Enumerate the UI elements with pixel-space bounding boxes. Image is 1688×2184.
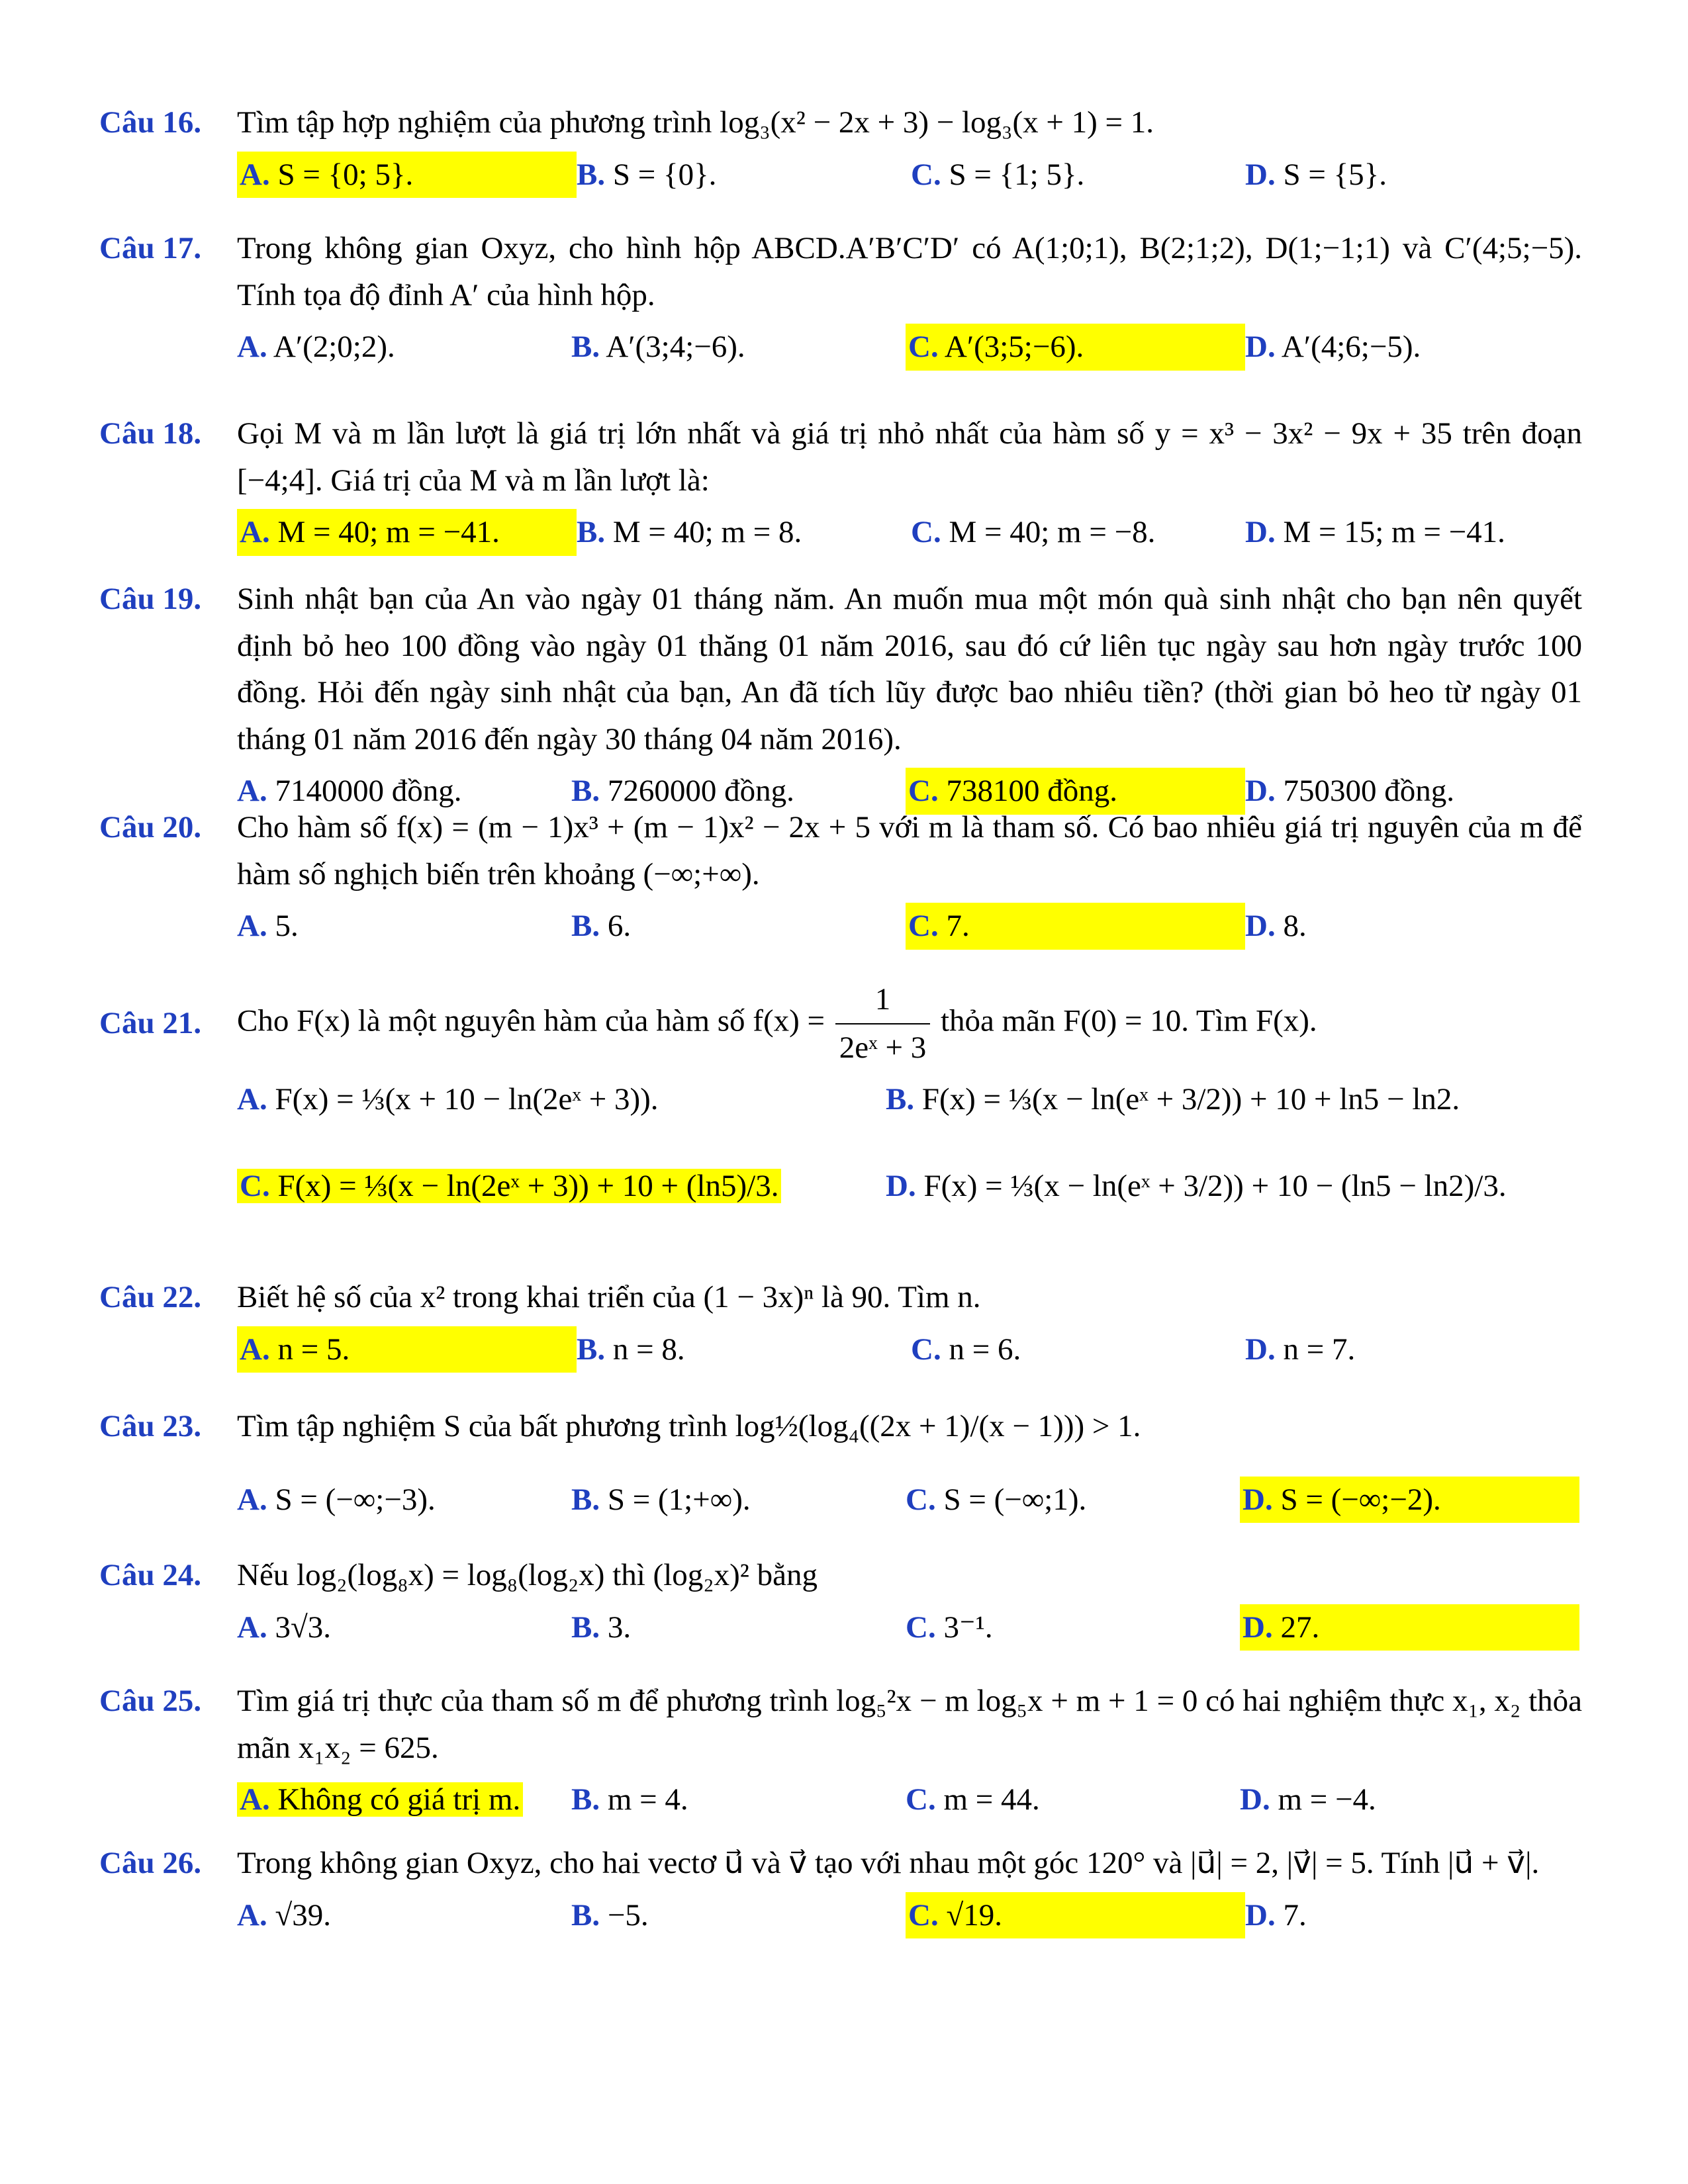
option-letter: D. xyxy=(1243,1482,1273,1517)
option-text: M = 40; m = −8. xyxy=(949,515,1156,549)
question-17 xyxy=(99,225,1582,371)
option-letter: A. xyxy=(240,1332,270,1367)
option-letter: A. xyxy=(237,330,267,364)
question-18 xyxy=(99,410,1582,556)
option-d[interactable] xyxy=(1240,1776,1574,1823)
question-16 xyxy=(99,99,1582,198)
option-letter: A. xyxy=(240,515,270,549)
option-letter: D. xyxy=(1245,1332,1276,1367)
option-a[interactable] xyxy=(237,324,571,371)
option-letter: B. xyxy=(571,909,600,943)
answer-options xyxy=(237,152,1582,199)
option-d[interactable] xyxy=(1245,903,1579,950)
option-d[interactable] xyxy=(1245,324,1579,371)
option-letter: C. xyxy=(908,909,939,943)
option-letter: B. xyxy=(571,1782,600,1817)
option-d[interactable] xyxy=(1245,1892,1579,1939)
question-text: Tìm giá trị thực của tham số m để phương trình log₅²x − m log₅x + m + 1 = 0 có hai nghiệm thực x₁, x₂ thỏa mãn x₁x₂ = 625. xyxy=(237,1684,1582,1765)
option-a[interactable] xyxy=(237,1477,571,1524)
option-text: S = (−∞;1). xyxy=(943,1482,1087,1517)
option-text: F(x) = ⅓(x − ln(eˣ + 3/2)) + 10 + ln5 − ln2. xyxy=(921,1082,1460,1116)
question-text: Cho hàm số f(x) = (m − 1)x³ + (m − 1)x² − 2x + 5 với m là tham số. Có bao nhiêu giá trị nguyên của m để hàm số nghịch biến trên khoảng (−∞;+∞). xyxy=(237,810,1582,891)
question-text: Tìm tập nghiệm S của bất phương trình log½(log₄((2x + 1)/(x − 1))) > 1. xyxy=(237,1409,1141,1443)
question-text: Trong không gian Oxyz, cho hình hộp ABCD.A′B′C′D′ có A(1;0;1), B(2;1;2), D(1;−1;1) và C′(4;5;−5). Tính tọa độ đỉnh A′ của hình hộp. xyxy=(237,231,1582,312)
option-b[interactable] xyxy=(577,1326,911,1373)
question-text: Biết hệ số của x² trong khai triển của (1 − 3x)ⁿ là 90. Tìm n. xyxy=(237,1280,981,1314)
option-letter: C. xyxy=(908,330,939,364)
option-b[interactable] xyxy=(571,903,906,950)
question-label: Câu 26. xyxy=(99,1846,202,1880)
option-text: 6. xyxy=(607,909,632,943)
option-c[interactable] xyxy=(906,1604,1240,1651)
question-text: Trong không gian Oxyz, cho hai vectơ u⃗ và v⃗ tạo với nhau một góc 120° và |u⃗| = 2, |v⃗| = 5. Tính |u⃗ + v⃗|. xyxy=(237,1846,1540,1880)
option-letter: D. xyxy=(1243,1610,1273,1645)
option-text: 7. xyxy=(1283,1897,1307,1933)
option-b[interactable] xyxy=(571,1604,906,1651)
question-label: Câu 16. xyxy=(99,105,202,140)
answer-options xyxy=(237,1326,1582,1373)
option-text: A′(3;4;−6). xyxy=(606,330,745,364)
option-text: M = 40; m = −41. xyxy=(277,515,500,549)
option-a[interactable] xyxy=(237,1604,571,1651)
option-letter: B. xyxy=(577,515,606,549)
answer-options xyxy=(237,1776,1582,1823)
answer-options xyxy=(237,1892,1582,1939)
option-text: 3⁻¹. xyxy=(943,1610,993,1645)
option-text: A′(2;0;2). xyxy=(273,330,395,364)
option-text: 750300 đồng. xyxy=(1283,774,1454,808)
option-a[interactable] xyxy=(237,1076,886,1123)
option-letter: C. xyxy=(908,1897,939,1933)
question-text-tail: thỏa mãn F(0) = 10. Tìm F(x). xyxy=(940,1003,1317,1038)
option-c[interactable] xyxy=(911,152,1245,199)
option-letter: A. xyxy=(237,1610,267,1645)
question-text: Nếu log₂(log₈x) = log₈(log₂x) thì (log₂x)² bằng xyxy=(237,1558,818,1592)
option-text: m = 4. xyxy=(607,1782,688,1817)
option-b[interactable] xyxy=(571,1776,906,1823)
option-b[interactable] xyxy=(886,1076,1534,1123)
option-text: 3. xyxy=(607,1610,632,1645)
option-text: S = {0}. xyxy=(612,157,717,192)
question-text: Tìm tập hợp nghiệm của phương trình log₃(x² − 2x + 3) − log₃(x + 1) = 1. xyxy=(237,105,1154,140)
option-letter: D. xyxy=(1245,330,1276,364)
question-19 xyxy=(99,576,1582,815)
option-a[interactable] xyxy=(237,903,571,950)
option-letter: B. xyxy=(577,1332,606,1367)
option-letter: D. xyxy=(886,1168,916,1203)
option-a[interactable] xyxy=(237,152,577,199)
option-text: A′(4;6;−5). xyxy=(1281,330,1421,364)
option-text: m = −4. xyxy=(1278,1782,1376,1817)
option-a[interactable] xyxy=(237,1326,577,1373)
option-text: 8. xyxy=(1283,909,1307,943)
question-25 xyxy=(99,1678,1582,1823)
option-a[interactable] xyxy=(237,509,577,556)
option-a[interactable] xyxy=(237,1776,571,1823)
option-text: Không có giá trị m. xyxy=(277,1782,521,1817)
option-text: F(x) = ⅓(x − ln(2eˣ + 3)) + 10 + (ln5)/3. xyxy=(277,1168,779,1203)
option-d[interactable] xyxy=(886,1163,1534,1210)
option-letter: A. xyxy=(237,1482,267,1517)
question-label: Câu 20. xyxy=(99,810,202,844)
option-text: m = 44. xyxy=(943,1782,1040,1817)
fraction-denominator: 2eˣ + 3 xyxy=(839,1030,927,1065)
option-b[interactable] xyxy=(571,324,906,371)
option-letter: A. xyxy=(240,157,270,192)
option-letter: D. xyxy=(1245,774,1276,808)
option-letter: D. xyxy=(1245,157,1276,192)
question-21 xyxy=(99,976,1582,1209)
question-24 xyxy=(99,1552,1582,1651)
question-label: Câu 24. xyxy=(99,1558,202,1592)
question-text: Cho F(x) là một nguyên hàm của hàm số f(x) = xyxy=(237,1003,825,1038)
option-b[interactable] xyxy=(571,1892,906,1939)
option-letter: C. xyxy=(906,1610,936,1645)
option-text: √39. xyxy=(275,1897,331,1933)
option-letter: C. xyxy=(906,1482,936,1517)
option-c[interactable] xyxy=(237,1163,886,1210)
option-text: n = 8. xyxy=(612,1332,685,1367)
question-label: Câu 23. xyxy=(99,1409,202,1443)
option-c[interactable] xyxy=(906,1477,1240,1524)
question-20 xyxy=(99,804,1582,950)
option-d[interactable] xyxy=(1240,1477,1579,1524)
option-letter: B. xyxy=(571,1482,600,1517)
option-letter: C. xyxy=(906,1782,936,1817)
option-letter: A. xyxy=(240,1782,270,1817)
option-c[interactable] xyxy=(911,509,1245,556)
answer-options xyxy=(237,324,1582,371)
option-d[interactable] xyxy=(1245,1326,1579,1373)
option-letter: B. xyxy=(571,1897,600,1933)
option-text: F(x) = ⅓(x − ln(eˣ + 3/2)) + 10 − (ln5 − ln2)/3. xyxy=(923,1168,1507,1203)
option-c[interactable] xyxy=(906,1776,1240,1823)
option-text: 738100 đồng. xyxy=(946,774,1117,808)
option-letter: A. xyxy=(237,1897,267,1933)
fraction-numerator: 1 xyxy=(835,976,930,1024)
question-text: Gọi M và m lần lượt là giá trị lớn nhất và giá trị nhỏ nhất của hàm số y = x³ − 3x² − 9x + 35 trên đoạn [−4;4]. Giá trị của M và m lần lượt là: xyxy=(237,416,1582,498)
question-23 xyxy=(99,1403,1582,1523)
option-letter: D. xyxy=(1245,515,1276,549)
option-text: √19. xyxy=(946,1897,1002,1933)
option-text: 5. xyxy=(275,909,299,943)
answer-options xyxy=(237,509,1582,556)
option-letter: A. xyxy=(237,909,267,943)
option-text: 27. xyxy=(1280,1610,1320,1645)
option-b[interactable] xyxy=(577,152,911,199)
option-b[interactable] xyxy=(571,1477,906,1524)
question-22 xyxy=(99,1274,1582,1373)
option-letter: C. xyxy=(911,515,941,549)
option-text: n = 6. xyxy=(949,1332,1021,1367)
option-text: A′(3;5;−6). xyxy=(944,330,1084,364)
option-text: S = {1; 5}. xyxy=(949,157,1085,192)
option-text: S = (1;+∞). xyxy=(607,1482,751,1517)
option-letter: A. xyxy=(237,1082,267,1116)
option-text: 7. xyxy=(946,909,970,943)
answer-options xyxy=(237,903,1582,950)
option-letter: C. xyxy=(911,1332,941,1367)
question-label: Câu 22. xyxy=(99,1280,202,1314)
option-text: S = {5}. xyxy=(1283,157,1387,192)
option-text: F(x) = ⅓(x + 10 − ln(2eˣ + 3)). xyxy=(275,1082,659,1116)
option-letter: D. xyxy=(1245,1897,1276,1933)
option-text: n = 7. xyxy=(1283,1332,1356,1367)
answer-options xyxy=(237,1604,1582,1651)
option-text: S = (−∞;−2). xyxy=(1280,1482,1441,1517)
option-letter: D. xyxy=(1240,1782,1270,1817)
fraction xyxy=(835,976,930,1071)
question-label: Câu 18. xyxy=(99,416,202,451)
option-letter: A. xyxy=(237,774,267,808)
option-c[interactable] xyxy=(911,1326,1245,1373)
option-letter: C. xyxy=(908,774,939,808)
option-letter: B. xyxy=(577,157,606,192)
option-c[interactable] xyxy=(906,903,1245,950)
option-text: 7260000 đồng. xyxy=(607,774,794,808)
option-text: 3√3. xyxy=(275,1610,331,1645)
option-text: S = {0; 5}. xyxy=(277,157,414,192)
option-letter: C. xyxy=(911,157,941,192)
option-letter: D. xyxy=(1245,909,1276,943)
question-label: Câu 21. xyxy=(99,1006,202,1041)
option-text: 7140000 đồng. xyxy=(275,774,462,808)
option-letter: C. xyxy=(240,1168,270,1203)
option-text: −5. xyxy=(607,1897,649,1933)
option-a[interactable] xyxy=(237,1892,571,1939)
option-text: n = 5. xyxy=(277,1332,350,1367)
option-b[interactable] xyxy=(577,509,911,556)
answer-options xyxy=(237,1477,1582,1524)
option-c[interactable] xyxy=(906,1892,1245,1939)
option-text: M = 15; m = −41. xyxy=(1283,515,1505,549)
option-text: S = (−∞;−3). xyxy=(275,1482,436,1517)
option-c[interactable] xyxy=(906,324,1245,371)
option-d[interactable] xyxy=(1240,1604,1579,1651)
option-letter: B. xyxy=(571,774,600,808)
answer-options xyxy=(237,1076,1582,1209)
question-26 xyxy=(99,1840,1582,1938)
option-d[interactable] xyxy=(1245,152,1579,199)
question-label: Câu 19. xyxy=(99,582,202,616)
option-letter: B. xyxy=(886,1082,915,1116)
option-letter: B. xyxy=(571,330,600,364)
option-text: M = 40; m = 8. xyxy=(612,515,802,549)
option-d[interactable] xyxy=(1245,509,1579,556)
question-label: Câu 17. xyxy=(99,231,202,265)
option-letter: B. xyxy=(571,1610,600,1645)
question-label: Câu 25. xyxy=(99,1684,202,1718)
question-text: Sinh nhật bạn của An vào ngày 01 tháng năm. An muốn mua một món quà sinh nhật cho bạn nên quyết định bỏ heo 100 đồng vào ngày 01 thăng 01 năm 2016, sau đó cứ liên tục ngày sau hơn ngày trước 100 đồng. Hỏi đến ngày sinh nhật của bạn, An đã tích lũy được bao nhiêu tiền? (thời gian bỏ heo từ ngày 01 tháng 01 năm 2016 đến ngày 30 tháng 04 năm 2016). xyxy=(237,582,1582,756)
